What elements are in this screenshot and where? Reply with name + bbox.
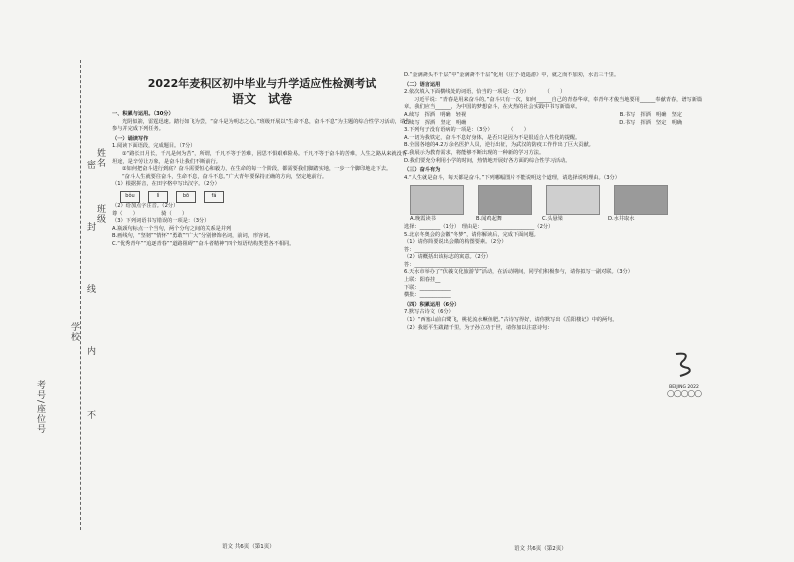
exam-title: 2022年麦积区初中毕业与升学适应性检测考试 — [147, 77, 377, 90]
subsection-heading: （三）奋斗有为 — [404, 167, 441, 174]
option: B.书写 挥洒 明确 坚定 — [619, 111, 682, 118]
question: （1）根据拼音，在田字格中写出汉字。（2分） — [112, 181, 220, 188]
page-footer: 语文 共6页（第2页） — [514, 546, 567, 552]
options-row — [404, 112, 712, 120]
olympic-rings-icon: ○○○○○ — [666, 389, 702, 400]
binding-seal-char-2: 封 — [85, 222, 95, 232]
pinyin-box[interactable]: bǒu — [120, 191, 140, 203]
caption: D.水井取水 — [608, 216, 635, 223]
question: 3.下列句子没有语病的一项是：（3分） （ ） — [404, 127, 529, 134]
passage-paragraph: 习近平说：“青春是用来奋斗的。”奋斗只有一次，如何______自己的青春华章，奉青年才俊当地要用______奉献青春，谱写新篇章。我们应当______，为中国的梦想奋斗，在火热的社会实践中书写新篇章。 — [404, 96, 703, 111]
picture-a — [410, 185, 464, 215]
option: A.一切为我铁定，奋斗不息好身体，是否只是因为不是很适合人性化的提醒。 — [404, 134, 581, 141]
option: D.书写 挥洒 坚定 明确 — [619, 119, 682, 126]
option: A.瓶颈句标点一个当句，两个分句之间的关系是并列 — [112, 225, 232, 232]
question: 4.“人生就是奋斗，每天都是奋斗。”下列哪幅图片不能说明这个道理，请选择说明理由。（3分） — [404, 174, 620, 181]
answer-line: 上联：阳春挂__ — [404, 277, 441, 284]
picture-captions — [410, 216, 712, 224]
emblem-icon — [664, 350, 704, 380]
question: （2）我愿平生跋踏千里，为子孙立功于世，请你加以注意诗句： — [404, 324, 553, 331]
option: C.我展示为教育需求，将能够不断出现的一种新的学习方法。 — [404, 149, 545, 156]
question: （2）给加点字注音。（2分） — [112, 202, 179, 209]
picture-d — [614, 185, 668, 215]
binding-seal-char-5: 不 — [85, 410, 95, 420]
option: D.我们要充分利用小学的时间，热情地开展好各方面的综合性学习活动。 — [404, 157, 571, 164]
pinyin-box[interactable]: bō — [176, 191, 196, 203]
question: （2）请概括出该标志的寓意。（2分） — [404, 254, 492, 261]
caption: A.晚霞读书 — [410, 216, 436, 223]
answer-line: 横批：____________ — [404, 292, 451, 299]
answer-line: 尊（ ） 骑（ ） — [112, 210, 188, 217]
binding-margin — [0, 0, 105, 562]
binding-seal-char-3: 线 — [85, 284, 95, 294]
page-footer: 语文 共6页（第1页） — [222, 544, 275, 550]
subsection-heading: （二）语言运用 — [404, 81, 441, 88]
answer-line: 答：____________________________ — [404, 261, 488, 268]
option: D.“金满斋头不千层”中“金满斋不千层”化用《庄子·逍遥游》中，就之而不加劝，水击三千里。 — [404, 72, 620, 78]
page-2-column — [404, 72, 712, 552]
question: （1）“西塞山前白鹭飞，桃花流水鳜鱼肥。”古诗写得好，请你默写出《岳阳楼记》中的两句。 — [404, 317, 618, 324]
binding-label-class: 班级 — [95, 204, 105, 224]
caption: B.闻鸡起舞 — [476, 216, 502, 223]
picture-c — [546, 185, 600, 215]
question: 7.默写古诗文（6分） — [404, 309, 454, 316]
binding-label-name: 姓名 — [95, 148, 105, 168]
answer-line: 下联：____________ — [404, 284, 451, 291]
option: B.画线句，“坚韧”“情怀”“勇敢”“广大”分别修饰名词，前词，形容词。 — [112, 233, 274, 240]
question: 5.北京冬奥会的会徽“冬梦”，请你解读后，完成下面问题。 — [404, 231, 539, 238]
page-1-column — [112, 70, 412, 550]
picture-b — [478, 185, 532, 215]
option: B.全国各地的4.2万余名医护人员，逆行出征，为武汉的防疫工作作出了巨大贡献。 — [404, 142, 594, 149]
binding-seal-char-4: 内 — [85, 346, 95, 356]
beijing-2022-emblem — [656, 350, 712, 399]
subsection-heading: （四）积累运用（6分） — [404, 301, 460, 308]
answer-line: 答：____________________________ — [404, 246, 488, 253]
binding-dashed-line — [80, 60, 81, 530]
pinyin-box[interactable]: lì — [148, 191, 168, 203]
question: （3）下列词语书写错误的一项是：（3分） — [112, 218, 210, 225]
subsection-heading: （一）诵读写作 — [112, 135, 149, 142]
passage-paragraph: 光阴似箭，雷霆迅速。踏行如飞为尝，“奋斗是为明志之心。”班级开展以“生命不息，奋斗不息”为主题的综合性学习活动，请你参与并完成下列任务。 — [112, 118, 411, 133]
emblem-text: BEIJING 2022 — [669, 384, 699, 390]
answer-line: 选择：________（1分） 理由是：____________________（2分） — [404, 223, 554, 230]
binding-label-school: 学校 — [69, 322, 79, 342]
binding-label-exam-number: 考号/座位号 — [35, 380, 45, 435]
option: C.续写 挥洒 坚定 明确 — [404, 119, 467, 126]
question: 2.依次填入下面横线处的词语，恰当的一项是：（3分） （ ） — [404, 89, 566, 96]
passage-paragraph: “奋斗人生就要往奋斗，生命不息，奋斗不息。”广大青年要保持正确的方向，坚定地前行。 — [122, 173, 328, 180]
caption: C.头悬梁 — [542, 216, 563, 223]
option: A.续写 挥洒 明确 轻视 — [404, 111, 467, 118]
section-heading: 一、积累与运用。（30分） — [112, 111, 174, 117]
instruction: 1.阅读下面语段，完成题目。（7分） — [112, 143, 196, 150]
pinyin-row — [120, 191, 412, 203]
exam-subtitle: 语文 试卷 — [231, 92, 292, 106]
question: （1）请你简要说出会徽的构图要素。（2分） — [404, 239, 507, 246]
question: 6.天水市举办了“伏羲文化旅游节”活动，在活动期间，同学们积极参与，请你拟写一副对联。（3分） — [404, 269, 633, 276]
passage-paragraph: ②如何把奋斗进行到底？奋斗需要恒心和毅力，在生命的每一个阶段，都需要我们脚踏实地，一步一个脚印地走下去。 — [122, 166, 392, 173]
binding-seal-char-1: 密 — [85, 160, 95, 170]
pinyin-box[interactable]: fá — [204, 191, 224, 203]
passage-paragraph: ①“路长日月长，千凡是何为苦”，所谓，千凡不等于苦难，因思不惧艰难险易。千凡不等于奋斗的苦难，人生之路从来就没有坦途，是辛劳让万象，是奋斗让我们不断前行。 — [112, 150, 407, 165]
picture-row — [410, 185, 712, 215]
option: C.“优秀青年”“追逐青春”“道路阻碍”“奋斗者精神”四个短语结构类型各不相同。 — [112, 240, 295, 247]
